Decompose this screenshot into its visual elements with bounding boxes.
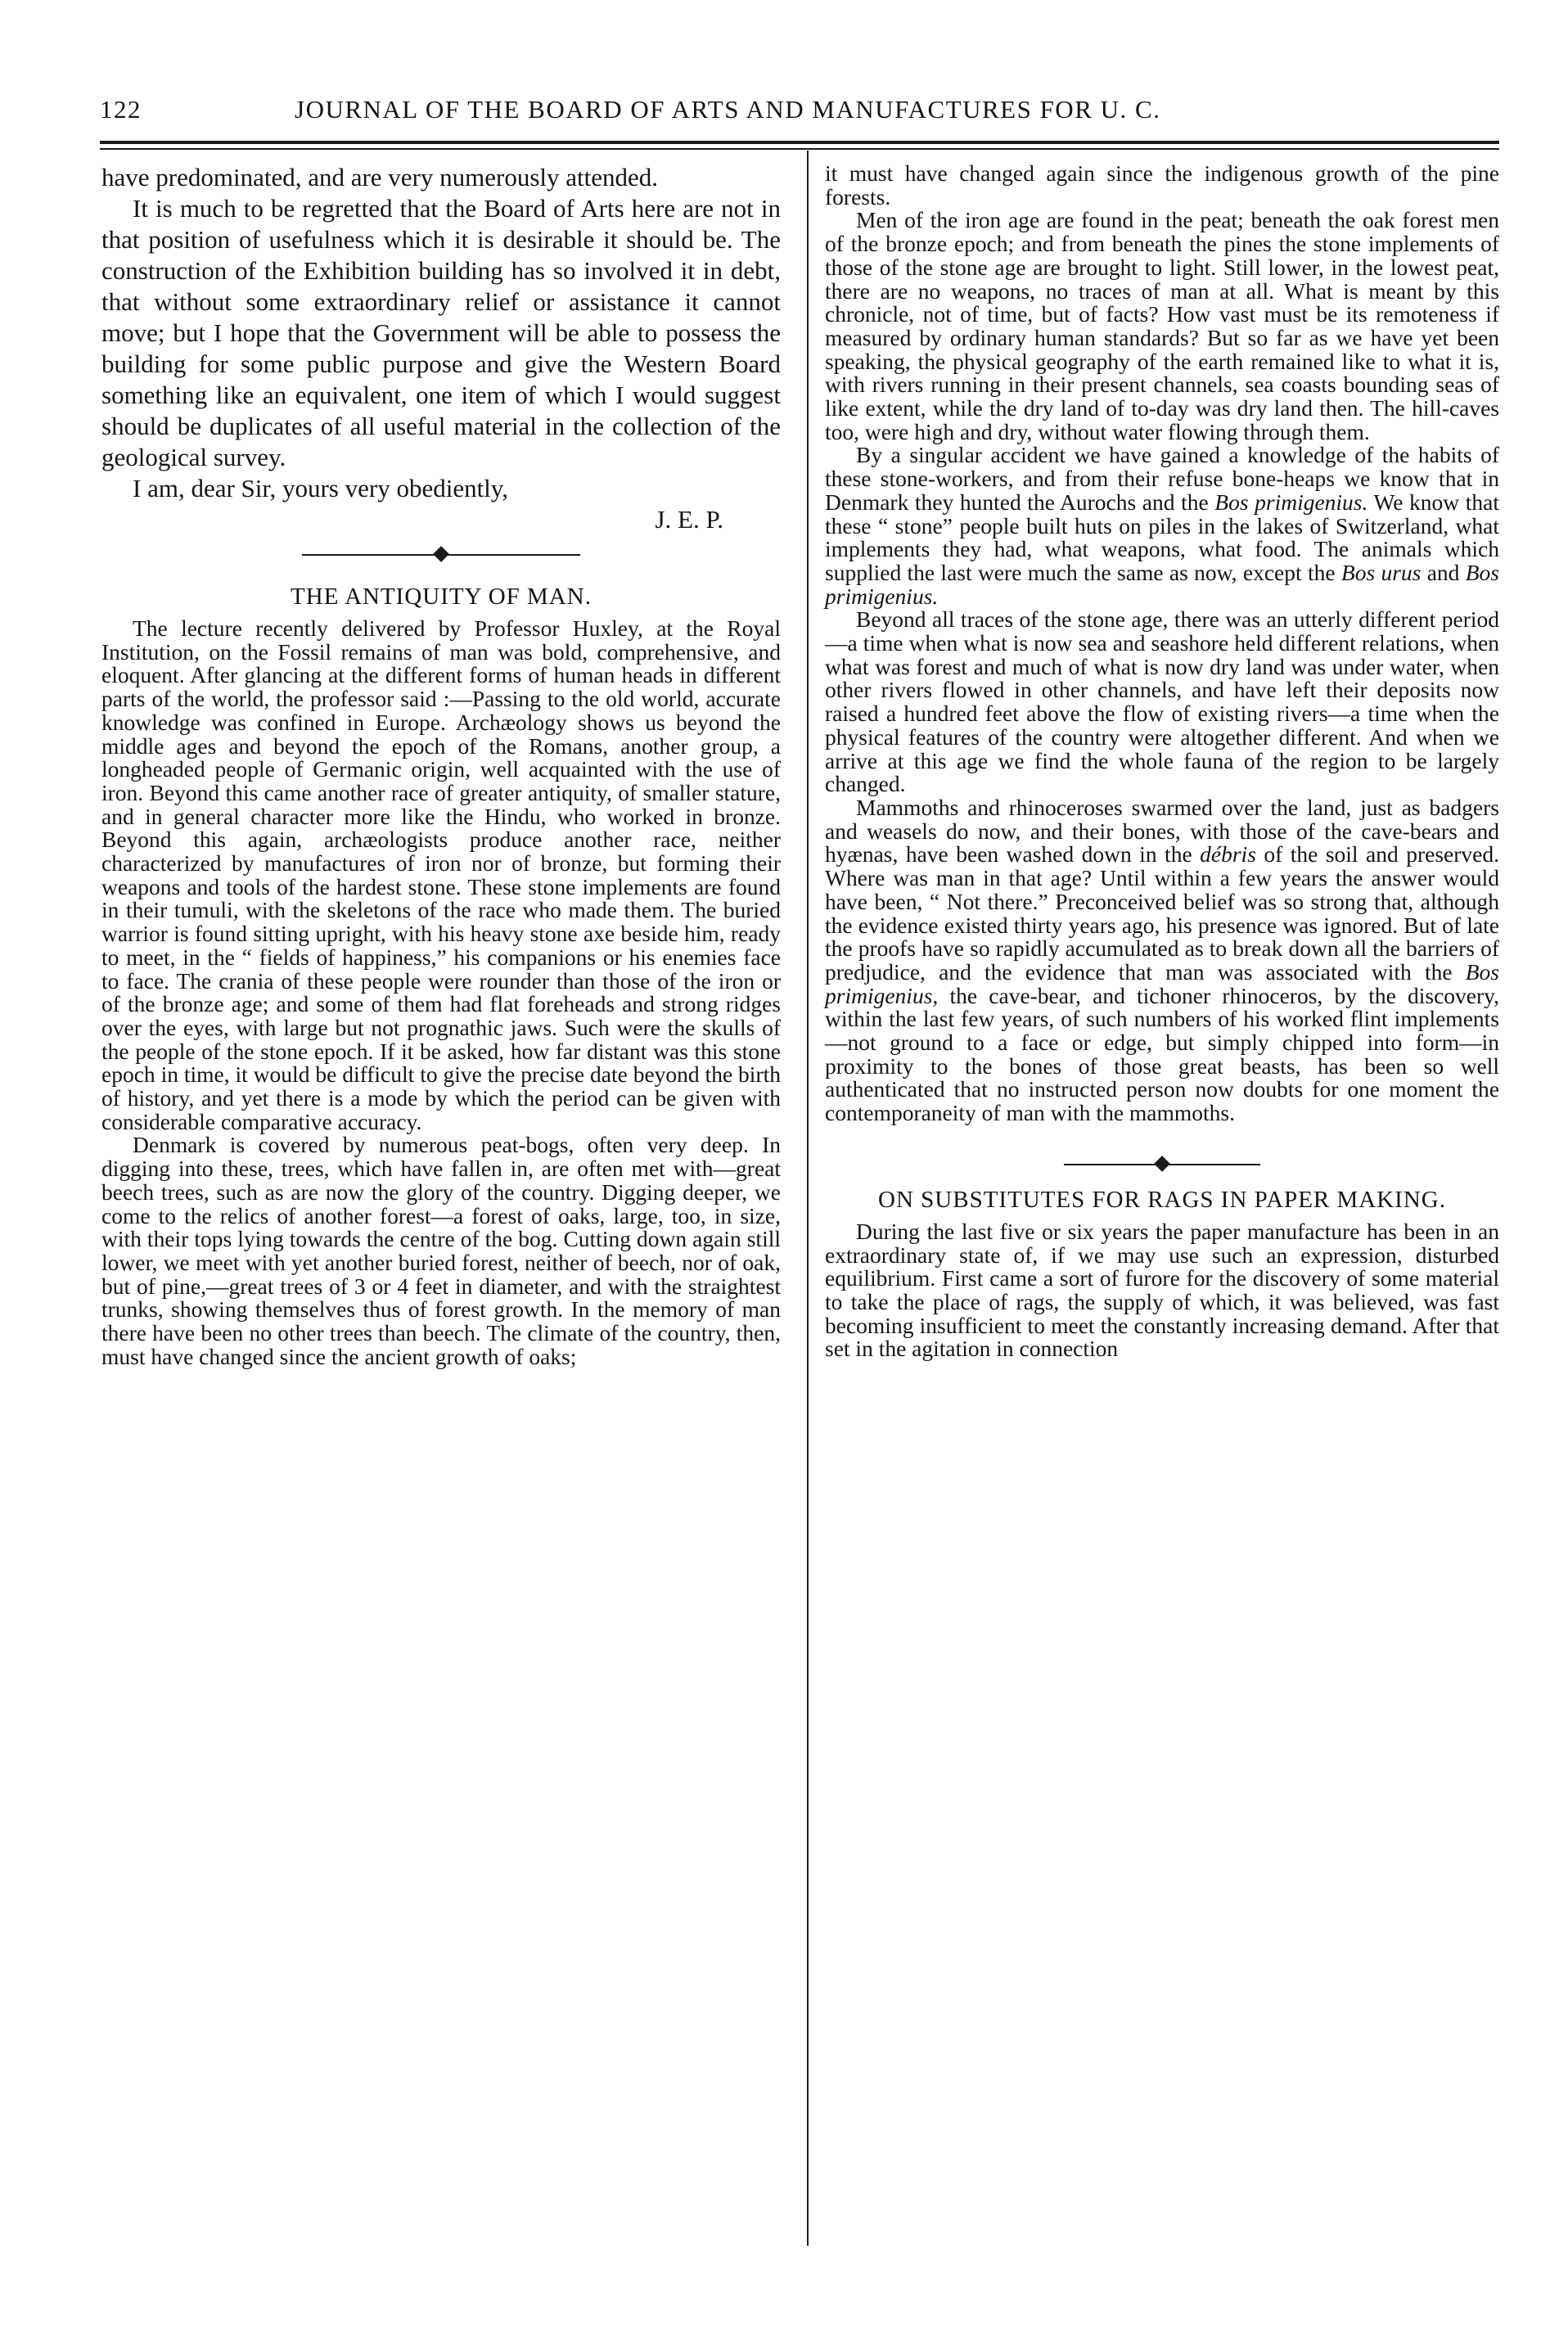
article-paragraph: Men of the iron age are found in the peat; beneath the oak forest men of the bronze epoch; and from beneath the pines the stone implements of those of the stone age are brought to light. Still lower, in the lowest peat, there are no weapons, no traces of man at all. What is meant by this chronicle, not of time, but of facts? How vast must be its remoteness if measured by ordinary human standards? But so far as we have yet been speaking, the physical geography of the earth remained like to what it is, with rivers running in their present channels, sea coasts bounding seas of like extent, while the dry land of to-day was dry land then. The hill-caves too, were high and dry, without water flowing through them. xyxy=(825,207,1499,444)
left-column xyxy=(101,162,781,1369)
article-paragraph: it must have changed again since the indigenous growth of the pine forests. xyxy=(825,160,1499,210)
article-paragraph xyxy=(825,444,1499,608)
page-number: 122 xyxy=(100,95,142,124)
article-paragraph: The lecture recently delivered by Professor Huxley, at the Royal Institution, on the Fossil remains of man was bold, comprehensive, and eloquent. After glancing at the different forms of human heads in different parts of the world, the professor said :—Passing to the old world, accurate knowledge was confined in Europe. Archæology shows us beyond the middle ages and beyond the epoch of the Romans, another group, a longheaded people of Germanic origin, well acquainted with the use of iron. Beyond this came another race of greater antiquity, of smaller stature, and in general character more like the Hindu, who worked in bronze. Beyond this again, archæologists produce another race, neither characterized by manufactures of iron nor of bronze, but forming their weapons and tools of the hardest stone. These stone implements are found in their tumuli, with the skeletons of the race who made them. The buried warrior is found sitting upright, with his heavy stone axe beside him, ready to meet, in the “ fields of happiness,” his companions or his enemies face to face. The crania of these people were rounder than those of the iron or of the bronze age; and some of them had flat foreheads and strong ridges over the eyes, with large but not prognathic jaws. Such were the skulls of the people of the stone epoch. If it be asked, how far distant was this stone epoch in time, it would be difficult to give the precise date beyond the birth of history, and yet there is a mode by which the period can be given with considerable comparative accuracy. xyxy=(101,615,781,1134)
article-paragraph: During the last five or six years the paper manufacture has been in an extraordinary state of, if we may use such an expression, disturbed equilibrium. First came a sort of furore for the discovery of some material to take the place of rags, the supply of which, it was believed, was fast becoming insufficient to meet the constantly increasing demand. After that set in the agitation in connection xyxy=(825,1218,1499,1362)
text-run: and xyxy=(1421,559,1466,585)
column-divider xyxy=(807,151,809,2246)
article-paragraph xyxy=(825,796,1499,1125)
italic-term: Bos primigenius. xyxy=(825,559,1499,609)
letter-paragraph: It is much to be regretted that the Board of Arts here are not in that position of usefulness which it is desirable it should be. The construction of the Exhibition building has so involved it in debt, that without some extraordinary relief or assistance it cannot move; but I hope that the Government will be able to possess the building for some public purpose and give the Western Board something like an equivalent, one item of which I would suggest should be duplicates of all useful material in the collection of the geological survey. xyxy=(101,194,781,471)
text-run: By a singular accident we have gained a knowledge of the habits of these stone-workers, and from their refuse bone-heaps we know that in Denmark they hunted the Aurochs and the xyxy=(825,442,1499,515)
text-run: of the soil and preserved. Where was man in that age? Until within a few years the answer would have been, “ Not there.” Preconceived belief was so strong that, although the evidence existed thirty years ago, his presence was ignored. But of late the proofs have so rapidly accumulated as to break down all the barriers of predjudice, and the evidence that man was associated with the xyxy=(825,841,1499,985)
section-separator xyxy=(1064,1148,1260,1181)
text-run: Mammoths and rhinoceroses swarmed over the land, just as badgers and weasels do now, and their bones, with those of the cave-bears and hyænas, have been washed down in the xyxy=(825,794,1499,868)
running-header xyxy=(100,90,1499,137)
text-run: We know that these “ stone” people built huts on piles in the lakes of Switzerland, what implements they had, what weapons, what food. The animals which supplied the last were much the same as now, except the xyxy=(825,489,1499,585)
letter-closing: I am, dear Sir, yours very obediently, xyxy=(133,474,509,503)
article-paragraph: Beyond all traces of the stone age, there was an utterly different period—a time when what is now sea and seashore held different relations, when what was forest and much of what is now dry land was under water, when other rivers flowed in other channels, and have left their deposits now raised a hundred feet above the flow of existing rivers—a time when the physical features of the country were altogether different. And when we arrive at this age we find the whole fauna of the region to be largely changed. xyxy=(825,606,1499,797)
letter-signature: J. E. P. xyxy=(655,505,723,534)
text-run: the cave-bear, and tichoner rhinoceros, by the discovery, within the last few years, of such numbers of his worked flint implements—not ground to a face or edge, but simply chipped into form—in proximity to the bones of those great beasts, has been so well authenticated that no instructed person now doubts for one moment the contemporaneity of man with the mammoths. xyxy=(825,982,1499,1126)
italic-term: débris xyxy=(1200,841,1256,868)
letter-paragraph: have predominated, and are very numerously attended. xyxy=(101,163,659,192)
section-separator xyxy=(302,539,580,571)
article-paragraph: Denmark is covered by numerous peat-bogs, often very deep. In digging into these, trees, which have fallen in, are often met with—great beech trees, such as are now the glory of the country. Digging deeper, we come to the relics of another forest—a forest of oaks, large, too, in size, with their tops lying towards the centre of the bog. Cutting down again still lower, we meet with yet another buried forest, neither of beech, nor of oak, but of pine,—great trees of 3 or 4 feet in diameter, and with the straightest trunks, showing themselves thus of forest growth. In the memory of man there have been no other trees than beech. The climate of the country, then, must have changed since the ancient growth of oaks; xyxy=(101,1132,781,1369)
journal-title: JOURNAL OF THE BOARD OF ARTS AND MANUFACTURES FOR U. C. xyxy=(295,95,1161,124)
header-rule-thin xyxy=(100,148,1499,150)
article-title: THE ANTIQUITY OF MAN. xyxy=(291,584,592,610)
header-rule xyxy=(100,141,1499,144)
article-title: ON SUBSTITUTES FOR RAGS IN PAPER MAKING. xyxy=(878,1186,1446,1213)
right-column xyxy=(825,162,1499,1361)
italic-term: Bos primigenius. xyxy=(1214,489,1368,515)
italic-term: Bos primigenius, xyxy=(825,958,1499,1008)
italic-term: Bos urus xyxy=(1340,559,1422,585)
